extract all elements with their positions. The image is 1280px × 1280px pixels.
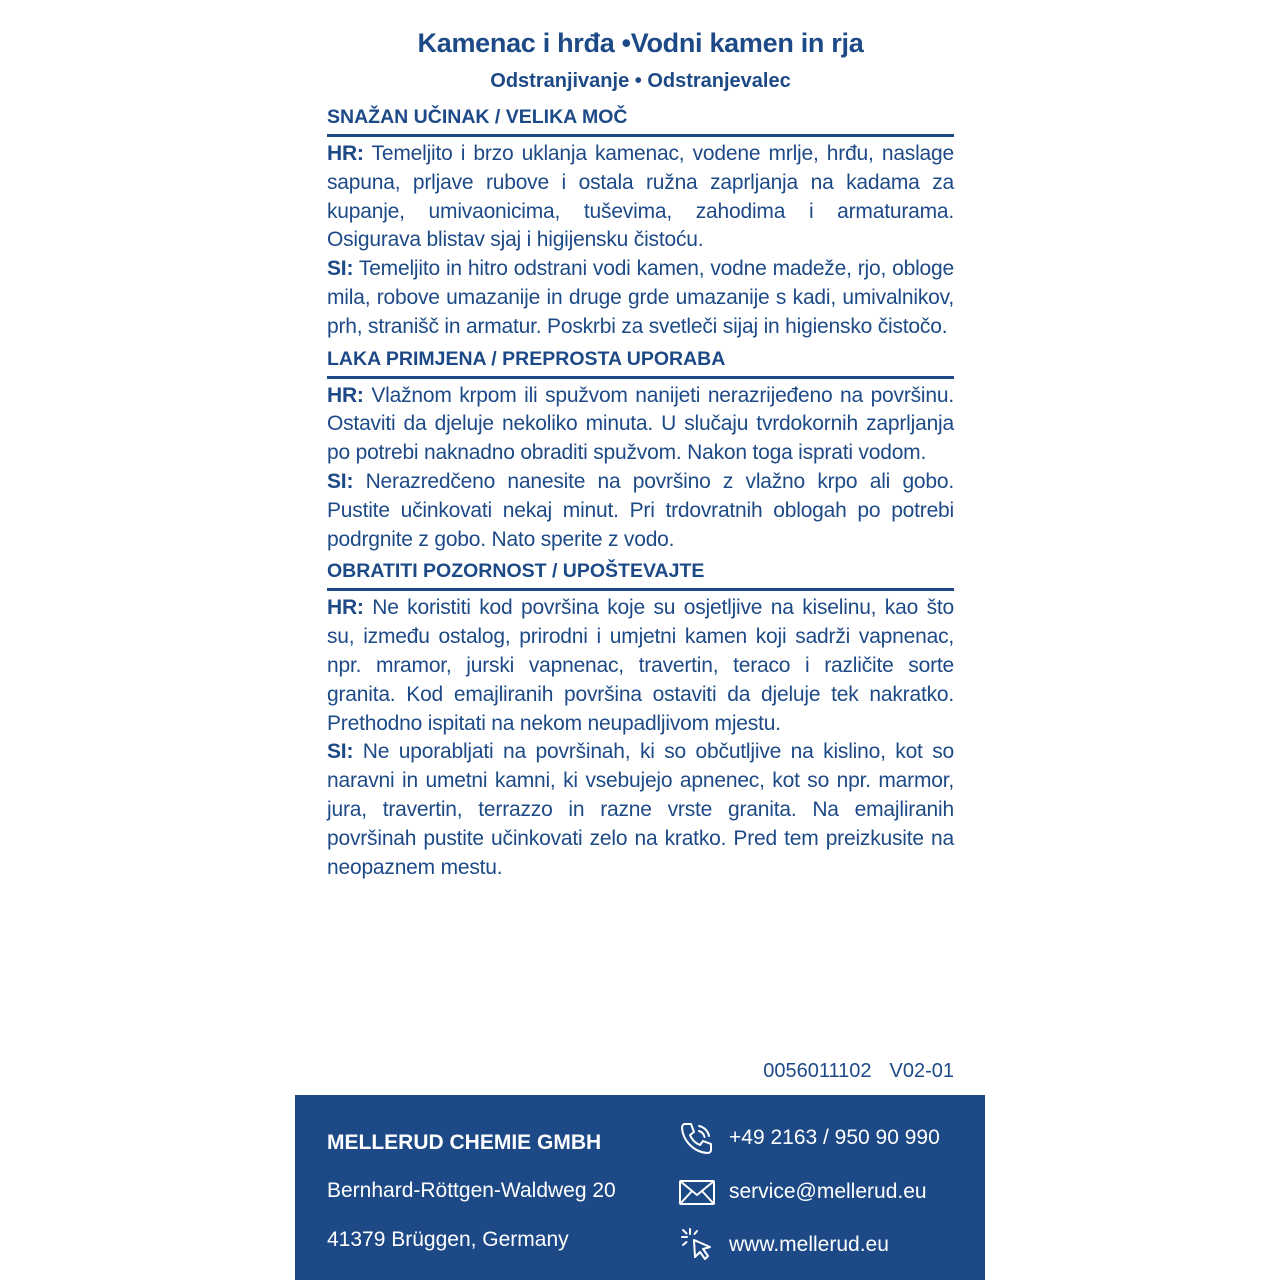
- address-city: 41379 Brüggen, Germany: [327, 1228, 569, 1251]
- section-caution: [327, 554, 954, 882]
- section-body: [327, 137, 954, 342]
- product-subtitle: Odstranjivanje • Odstranjevalec: [490, 70, 791, 92]
- article-number: 0056011102: [763, 1060, 872, 1082]
- contact-phone[interactable]: [677, 1118, 940, 1158]
- phone-icon: [677, 1118, 717, 1158]
- paragraph-text: Temeljito i brzo uklanja kamenac, vodene mrlje, hrđu, naslage sapuna, prljave rubove i ostala ružna zaprljanja na kadama za kupanje, umivaonicima, tuševima, zahodima i armaturama. Osigurava blistav sjaj i higijensku čistoću.: [327, 142, 954, 252]
- version-code: V02-01: [889, 1060, 954, 1082]
- product-title: Kamenac i hrđa •Vodni kamen in rja: [417, 28, 864, 58]
- paragraph-text: Ne uporabljati na površinah, ki so občutljive na kislino, kot so naravni in umetni kamni, ki vsebujejo apnenec, kot so npr. marmor, jura, travertin, terrazzo in razne vrste granita. Na emajliranih površinah pustite učinkovati zelo na kratko. Pred tem preizkusite na neopaznem mestu.: [327, 740, 955, 879]
- paragraph-text: Ne koristiti kod površina koje su osjetljive na kiselinu, kao što su, između ostalog, prirodni i umjetni kamen koji sadrži vapnenac, npr. mramor, jurski vapnenac, travertin, teraco i različite sorte granita. Kod emajliranih površina ostaviti da djeluje tek nakratko. Prethodno ispitati na nekom neupadljivom mjestu.: [327, 596, 954, 735]
- paragraph-si: [327, 468, 954, 554]
- email-address: service@mellerud.eu: [729, 1180, 927, 1203]
- envelope-icon: [677, 1172, 717, 1212]
- section-heading: OBRATITI POZORNOST / UPOŠTEVAJTE: [327, 554, 954, 591]
- address-street: Bernhard-Röttgen-Waldweg 20: [327, 1179, 616, 1202]
- phone-number: +49 2163 / 950 90 990: [729, 1126, 940, 1149]
- language-code: SI:: [327, 469, 354, 493]
- paragraph-si: [327, 738, 954, 882]
- paragraph-text: Nerazredčeno nanesite na površino z vlažno krpo ali gobo. Pustite učinkovati nekaj minut. Pri trdovratnih oblogah po potrebi podrgnite z gobo. Nato sperite z vodo.: [327, 469, 954, 551]
- language-code: HR:: [327, 142, 364, 165]
- website-url: www.mellerud.eu: [729, 1233, 889, 1256]
- language-code: HR:: [327, 383, 364, 407]
- language-code: HR:: [327, 596, 364, 620]
- cursor-click-icon: [677, 1225, 717, 1265]
- section-strong-effect: [327, 100, 954, 342]
- product-label: [327, 20, 954, 882]
- language-code: SI:: [327, 740, 354, 764]
- section-heading: LAKA PRIMJENA / PREPROSTA UPORABA: [327, 342, 954, 379]
- version-info: [763, 1057, 954, 1085]
- paragraph-si: [327, 255, 954, 341]
- section-body: [327, 379, 954, 555]
- paragraph-text: Vlažnom krpom ili spužvom nanijeti nerazrijeđeno na površinu. Ostaviti da djeluje nekoliko minuta. U slučaju tvrdokornih zaprljanja po potrebi naknadno obraditi spužvom. Nakon toga isprati vodom.: [327, 383, 954, 465]
- paragraph-hr: [327, 140, 954, 255]
- section-heading: SNAŽAN UČINAK / VELIKA MOČ: [327, 100, 954, 137]
- section-easy-use: [327, 342, 954, 555]
- section-body: [327, 591, 954, 882]
- paragraph-hr: [327, 382, 954, 468]
- company-name: MELLERUD CHEMIE GMBH: [327, 1131, 602, 1154]
- language-code: SI:: [327, 257, 354, 281]
- company-footer: [295, 1095, 985, 1280]
- contact-website[interactable]: [677, 1225, 889, 1265]
- contact-email[interactable]: [677, 1172, 927, 1212]
- paragraph-text: Temeljito in hitro odstrani vodi kamen, vodne madeže, rjo, obloge mila, robove umazanije in druge grde umazanije s kadi, umivalnikov, prh, stranišč in armatur. Poskrbi za svetleči sijaj in higiensko čistočo.: [327, 257, 954, 338]
- paragraph-hr: [327, 594, 954, 738]
